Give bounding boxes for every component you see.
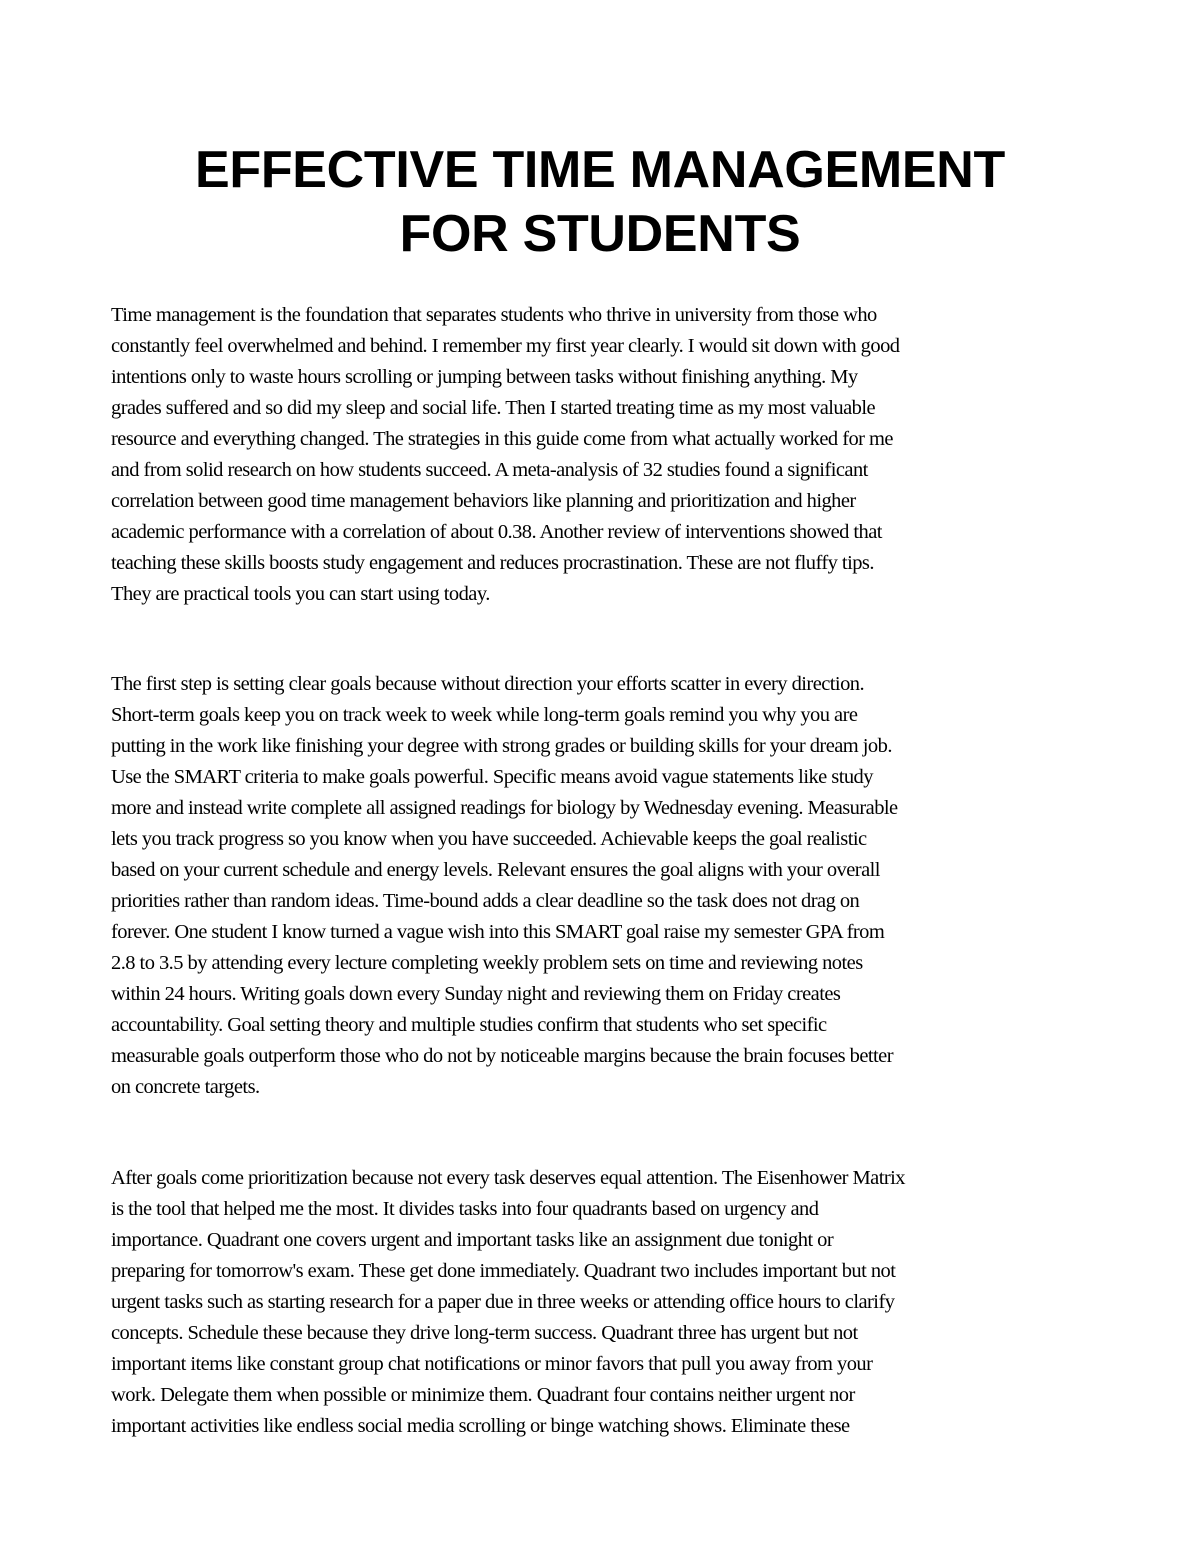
text-line: resource and everything changed. The strategies in this guide come from what actually worked for me [111,428,893,450]
text-line: is the tool that helped me the most. It divides tasks into four quadrants based on urgency and [111,1198,819,1220]
text-line: priorities rather than random ideas. Time-bound adds a clear deadline so the task does not drag on [111,890,860,912]
text-line: Time management is the foundation that separates students who thrive in university from those who [111,304,877,326]
title-line: FOR STUDENTS [399,205,801,263]
text-line: lets you track progress so you know when you have succeeded. Achievable keeps the goal realistic [111,828,867,850]
text-line: importance. Quadrant one covers urgent and important tasks like an assignment due tonight or [111,1229,834,1251]
text-line: important activities like endless social media scrolling or binge watching shows. Eliminate these [111,1415,850,1437]
text-line: grades suffered and so did my sleep and social life. Then I started treating time as my most valuable [111,397,876,419]
text-line: measurable goals outperform those who do not by noticeable margins because the brain focuses better [111,1045,893,1067]
text-line: work. Delegate them when possible or minimize them. Quadrant four contains neither urgent nor [111,1384,855,1406]
text-line: correlation between good time management behaviors like planning and prioritization and higher [111,490,856,512]
text-line: accountability. Goal setting theory and multiple studies confirm that students who set specific [111,1014,827,1036]
paragraph-prioritization [111,1163,1111,1442]
text-line: teaching these skills boosts study engagement and reduces procrastination. These are not fluffy tips. [111,552,874,574]
text-line: Short-term goals keep you on track week to week while long-term goals remind you why you are [111,704,858,726]
text-line: within 24 hours. Writing goals down every Sunday night and reviewing them on Friday creates [111,983,841,1005]
text-line: concepts. Schedule these because they drive long-term success. Quadrant three has urgent but not [111,1322,858,1344]
text-line: forever. One student I know turned a vague wish into this SMART goal raise my semester GPA from [111,921,885,943]
text-line: putting in the work like finishing your degree with strong grades or building skills for your dream job. [111,735,892,757]
text-line: After goals come prioritization because not every task deserves equal attention. The Eisenhower Matrix [111,1167,905,1189]
text-line: Use the SMART criteria to make goals powerful. Specific means avoid vague statements like study [111,766,873,788]
text-line: based on your current schedule and energy levels. Relevant ensures the goal aligns with your overall [111,859,880,881]
text-line: more and instead write complete all assigned readings for biology by Wednesday evening. Measurable [111,797,898,819]
paragraph-goal-setting [111,669,1111,1103]
text-line: on concrete targets. [111,1076,260,1098]
text-line: academic performance with a correlation of about 0.38. Another review of interventions showed that [111,521,882,543]
text-line: 2.8 to 3.5 by attending every lecture completing weekly problem sets on time and reviewing notes [111,952,863,974]
text-line: The first step is setting clear goals because without direction your efforts scatter in every direction. [111,673,865,695]
text-line: and from solid research on how students succeed. A meta-analysis of 32 studies found a significant [111,459,868,481]
text-line: intentions only to waste hours scrolling or jumping between tasks without finishing anything. My [111,366,858,388]
text-line: urgent tasks such as starting research for a paper due in three weeks or attending office hours to clarify [111,1291,895,1313]
text-line: constantly feel overwhelmed and behind. I remember my first year clearly. I would sit down with good [111,335,900,357]
text-line: preparing for tomorrow's exam. These get done immediately. Quadrant two includes important but not [111,1260,896,1282]
title-line: EFFECTIVE TIME MANAGEMENT [194,141,1006,199]
paragraph-introduction [111,300,1111,610]
text-line: They are practical tools you can start using today. [111,583,490,605]
document-title [0,138,1200,266]
text-line: important items like constant group chat notifications or minor favors that pull you away from your [111,1353,873,1375]
